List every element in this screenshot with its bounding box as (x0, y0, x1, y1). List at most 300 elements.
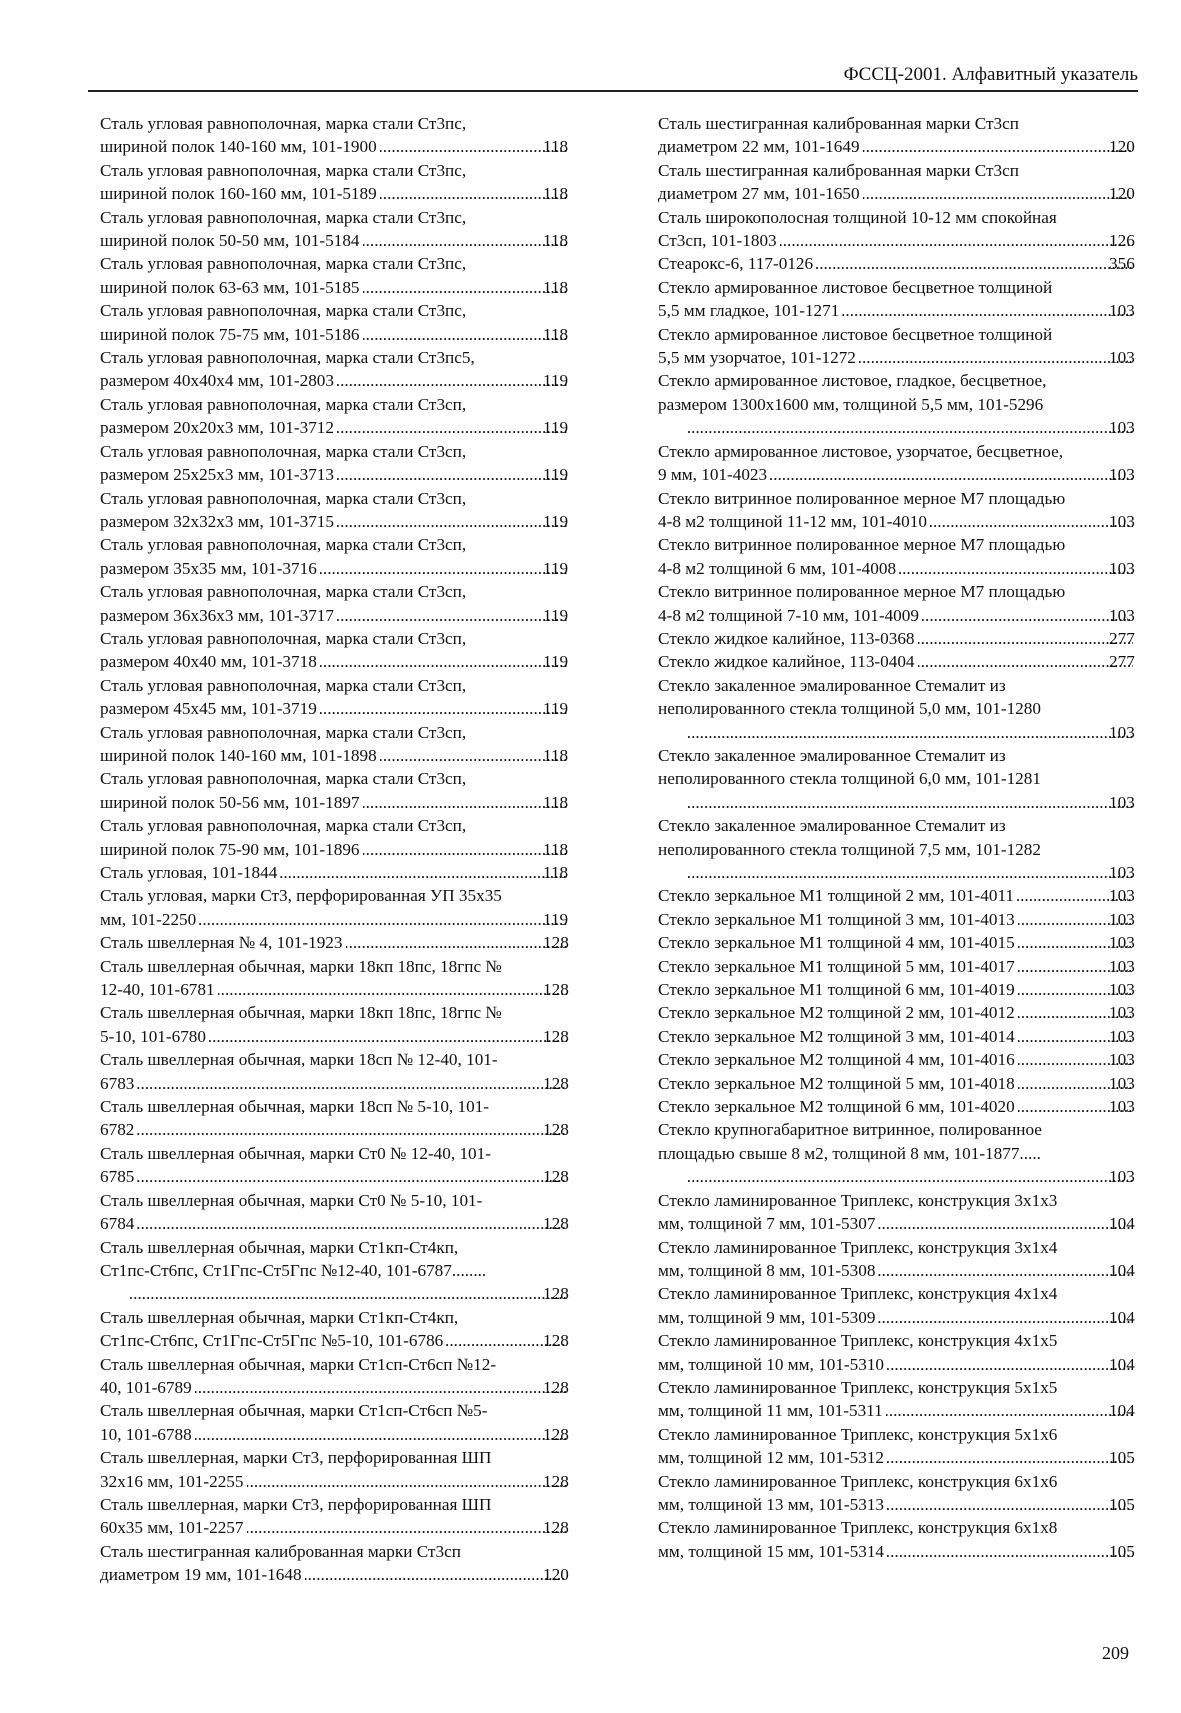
entry-last-line: Стеарокс-6, 117-0126 ..... 356 (685, 252, 1136, 275)
entry-text-line: Сталь шестигранная калиброванная марки Ст3сп (100, 1541, 461, 1561)
index-entry (100, 346, 570, 393)
index-entry (100, 112, 570, 159)
entry-last-line: размером 20х20х3 мм, 101-3712 ..... 119 (127, 416, 570, 439)
entry-last-line: шириной полок 75-75 мм, 101-5186 ..... 118 (127, 323, 570, 346)
dot-leader (878, 1306, 1133, 1329)
entry-last-line: Стекло зеркальное М1 толщиной 3 мм, 101-4013 ..... 103 (685, 908, 1136, 931)
dot-leader (859, 346, 1133, 369)
entry-last-line: 5-10, 101-6780 ..... 128 (127, 1025, 570, 1048)
entry-last-line: шириной полок 50-50 мм, 101-5184 ..... 118 (127, 229, 570, 252)
entry-last-line: мм, 101-2250 ..... 119 (127, 908, 570, 931)
entry-text-line: 32х16 мм, 101-2255 (100, 1471, 244, 1491)
dot-leader (363, 229, 567, 252)
index-entry (658, 674, 1136, 744)
entry-text-line: неполированного стекла толщиной 7,5 мм, 101-1282 (658, 839, 1041, 859)
entry-text-line: Стекло ламинированное Триплекс, конструкция 6х1х6 (658, 1471, 1058, 1491)
entry-text-line: Сталь швеллерная обычная, марки Ст1кп-Ст4кп, (100, 1307, 459, 1327)
index-entry (658, 744, 1136, 814)
dot-leader (380, 744, 567, 767)
entry-text-line: Ст1пс-Ст6пс, Ст1Гпс-Ст5Гпс №12-40, 101-6787........ (100, 1260, 487, 1280)
entry-text-line: Стекло закаленное эмалированное Стемалит из (658, 816, 1006, 836)
entry-text-line: шириной полок 63-63 мм, 101-5185 (100, 277, 360, 297)
entry-text-line: Сталь швеллерная, марки Ст3, перфорированная ШП (100, 1494, 492, 1514)
entry-text-line: размером 1300х1600 мм, толщиной 5,5 мм, 101-5296 (658, 394, 1044, 414)
entry-text-line: Стекло армированное листовое бесцветное толщиной (658, 324, 1053, 344)
entry-text-line: Стекло зеркальное М1 толщиной 6 мм, 101-4019 (658, 980, 1015, 1000)
entry-last-line: ..... 128 (127, 1282, 570, 1305)
dot-leader (918, 650, 1133, 673)
entry-text-line: Стекло зеркальное М1 толщиной 2 мм, 101-4011 (658, 886, 1015, 906)
entry-text-line: Стеарокс-6, 117-0126 (658, 254, 814, 274)
dot-leader (280, 861, 567, 884)
index-entry (658, 369, 1136, 439)
dot-leader (320, 650, 567, 673)
entry-last-line: 4-8 м2 толщиной 6 мм, 101-4008 ..... 103 (685, 557, 1136, 580)
entry-text-line: Сталь швеллерная обычная, марки 18сп № 12-40, 101- (100, 1050, 498, 1070)
entry-text-line: Стекло закаленное эмалированное Стемалит из (658, 745, 1006, 765)
entry-text-line: Сталь швеллерная обычная, марки Ст1сп-Ст6сп №12- (100, 1354, 497, 1374)
entry-text-line: шириной полок 140-160 мм, 101-1900 (100, 137, 377, 157)
entry-last-line: Стекло зеркальное М1 толщиной 2 мм, 101-4011 ..... 103 (685, 884, 1136, 907)
dot-leader (878, 1259, 1133, 1282)
entry-text-line: 6783 (100, 1073, 135, 1093)
entry-text-line: Сталь угловая равнополочная, марка стали Ст3сп, (100, 488, 467, 508)
entry-text-line: 6784 (100, 1214, 135, 1234)
entry-last-line: Стекло зеркальное М2 толщиной 4 мм, 101-4016 ..... 103 (685, 1048, 1136, 1071)
entry-text-line: 4-8 м2 толщиной 6 мм, 101-4008 (658, 558, 897, 578)
entry-text-line: Сталь угловая равнополочная, марка стали Ст3сп, (100, 394, 467, 414)
entry-last-line: Стекло зеркальное М1 толщиной 5 мм, 101-4017 ..... 103 (685, 955, 1136, 978)
entry-last-line: 9 мм, 101-4023 ..... 103 (685, 463, 1136, 486)
entry-text-line: Сталь швеллерная обычная, марки Ст0 № 12-40, 101- (100, 1143, 491, 1163)
entry-last-line: мм, толщиной 8 мм, 101-5308 ..... 104 (685, 1259, 1136, 1282)
entry-text-line: размером 40х40х4 мм, 101-2803 (100, 371, 334, 391)
entry-text-line: шириной полок 75-90 мм, 101-1896 (100, 839, 360, 859)
index-entry (658, 323, 1136, 370)
index-entry (100, 159, 570, 206)
entry-text-line: Стекло зеркальное М2 толщиной 5 мм, 101-4018 (658, 1073, 1015, 1093)
entry-last-line: шириной полок 75-90 мм, 101-1896 ..... 118 (127, 838, 570, 861)
entry-text-line: Сталь швеллерная обычная, марки 18сп № 5-10, 101- (100, 1097, 490, 1117)
entry-text-line: Сталь швеллерная обычная, марки Ст1кп-Ст4кп, (100, 1237, 459, 1257)
entry-last-line: Сталь угловая, 101-1844 ..... 118 (127, 861, 570, 884)
entry-text-line: Стекло ламинированное Триплекс, конструкция 3х1х3 (658, 1190, 1058, 1210)
dot-leader (922, 604, 1133, 627)
dot-leader (816, 252, 1133, 275)
entry-last-line: 40, 101-6789 ..... 128 (127, 1376, 570, 1399)
entry-text-line: шириной полок 50-50 мм, 101-5184 (100, 231, 360, 251)
entry-text-line: Стекло армированное листовое бесцветное толщиной (658, 277, 1053, 297)
index-entry (100, 252, 570, 299)
index-entry (658, 1236, 1136, 1283)
index-entry (100, 487, 570, 534)
entry-text-line: 4-8 м2 толщиной 7-10 мм, 101-4009 (658, 605, 919, 625)
entry-last-line: размером 25х25х3 мм, 101-3713 ..... 119 (127, 463, 570, 486)
entry-last-line: мм, толщиной 10 мм, 101-5310 ..... 104 (685, 1353, 1136, 1376)
index-entry (658, 955, 1136, 978)
entry-text-line: неполированного стекла толщиной 6,0 мм, 101-1281 (658, 769, 1041, 789)
index-entry (100, 1493, 570, 1540)
dot-leader (363, 791, 567, 814)
entry-text-line: 4-8 м2 толщиной 11-12 мм, 101-4010 (658, 511, 927, 531)
entry-last-line: мм, толщиной 15 мм, 101-5314 ..... 105 (685, 1540, 1136, 1563)
entry-text-line: мм, толщиной 7 мм, 101-5307 (658, 1214, 876, 1234)
dot-leader (346, 931, 568, 954)
entry-last-line: ..... 103 (685, 1165, 1136, 1188)
index-entry (658, 252, 1136, 275)
entry-text-line: Сталь угловая равнополочная, марка стали Ст3пс5, (100, 348, 475, 368)
index-entry (100, 1048, 570, 1095)
entry-text-line: 6782 (100, 1120, 135, 1140)
entry-text-line: 60х35 мм, 101-2257 (100, 1518, 244, 1538)
index-entry (100, 721, 570, 768)
dot-leader (380, 135, 567, 158)
entry-text-line: Сталь шестигранная калиброванная марки Ст3сп (658, 114, 1019, 133)
index-entry (100, 1306, 570, 1353)
dot-leader (137, 1118, 567, 1141)
entry-last-line: 6784 ..... 128 (127, 1212, 570, 1235)
entry-text-line: Стекло армированное листовое, узорчатое, бесцветное, (658, 441, 1064, 461)
entry-last-line: 6782 ..... 128 (127, 1118, 570, 1141)
entry-last-line: 6785 ..... 128 (127, 1165, 570, 1188)
entry-last-line: размером 40х40 мм, 101-3718 ..... 119 (127, 650, 570, 673)
index-entry (100, 440, 570, 487)
index-entry (658, 1423, 1136, 1470)
entry-last-line: 60х35 мм, 101-2257 ..... 128 (127, 1516, 570, 1539)
entry-text-line: Стекло ламинированное Триплекс, конструкция 4х1х4 (658, 1284, 1058, 1304)
dot-leader (878, 1212, 1133, 1235)
entry-text-line: Сталь угловая равнополочная, марка стали Ст3пс, (100, 254, 467, 274)
entry-last-line: шириной полок 50-56 мм, 101-1897 ..... 118 (127, 791, 570, 814)
entry-text-line: Стекло закаленное эмалированное Стемалит из (658, 675, 1006, 695)
entry-text-line: Сталь угловая равнополочная, марка стали Ст3сп, (100, 675, 467, 695)
index-entry (100, 1142, 570, 1189)
entry-text-line: шириной полок 50-56 мм, 101-1897 (100, 792, 360, 812)
header-title: ФССЦ-2001. Алфавитный указатель (843, 64, 1138, 85)
entry-text-line: мм, толщиной 11 мм, 101-5311 (658, 1401, 883, 1421)
dot-leader (209, 1025, 567, 1048)
dot-leader (688, 861, 1133, 884)
index-entry (658, 112, 1136, 159)
entry-text-line: Сталь швеллерная № 4, 101-1923 (100, 933, 343, 953)
entry-text-line: Сталь угловая равнополочная, марка стали Ст3сп, (100, 769, 467, 789)
dot-leader (863, 135, 1133, 158)
entry-text-line: Сталь угловая равнополочная, марка стали Ст3пс, (100, 160, 467, 180)
index-entry (658, 159, 1136, 206)
dot-leader (899, 557, 1133, 580)
dot-leader (918, 627, 1133, 650)
index-entry (100, 814, 570, 861)
entry-last-line: Стекло зеркальное М2 толщиной 2 мм, 101-4012 ..... 103 (685, 1001, 1136, 1024)
entry-last-line: мм, толщиной 7 мм, 101-5307 ..... 104 (685, 1212, 1136, 1235)
entry-text-line: размером 36х36х3 мм, 101-3717 (100, 605, 334, 625)
index-entry (658, 1025, 1136, 1048)
entry-text-line: размером 35х35 мм, 101-3716 (100, 558, 317, 578)
entry-text-line: Сталь швеллерная обычная, марки 18кп 18пс, 18гпс № (100, 956, 502, 976)
dot-leader (199, 908, 567, 931)
entry-text-line: Сталь угловая равнополочная, марка стали Ст3сп, (100, 722, 467, 742)
dot-leader (688, 791, 1133, 814)
index-entry (658, 1095, 1136, 1118)
entry-text-line: Сталь швеллерная обычная, марки 18кп 18пс, 18гпс № (100, 1003, 502, 1023)
index-entry (658, 1516, 1136, 1563)
dot-leader (886, 1399, 1133, 1422)
entry-last-line: 6783 ..... 128 (127, 1072, 570, 1095)
entry-last-line: 5,5 мм гладкое, 101-1271 ..... 103 (685, 299, 1136, 322)
dot-leader (780, 229, 1133, 252)
index-entry (658, 580, 1136, 627)
index-entry (658, 908, 1136, 931)
index-entry (100, 1399, 570, 1446)
entry-last-line: Стекло зеркальное М1 толщиной 4 мм, 101-4015 ..... 103 (685, 931, 1136, 954)
index-entry (100, 674, 570, 721)
entry-text-line: Стекло жидкое калийное, 113-0368 (658, 628, 915, 648)
entry-text-line: Сталь угловая равнополочная, марка стали Ст3пс, (100, 301, 467, 321)
index-entry (658, 1001, 1136, 1024)
index-entry (100, 861, 570, 884)
entry-last-line: ..... 103 (685, 791, 1136, 814)
index-entry (658, 1048, 1136, 1071)
entry-text-line: Стекло витринное полированное мерное М7 площадью (658, 488, 1066, 508)
index-entry (100, 767, 570, 814)
entry-last-line: диаметром 22 мм, 101-1649 ..... 120 (685, 135, 1136, 158)
entry-text-line: Стекло жидкое калийное, 113-0404 (658, 652, 915, 672)
entry-text-line: мм, толщиной 13 мм, 101-5313 (658, 1494, 885, 1514)
index-entry (100, 931, 570, 954)
dot-leader (337, 604, 567, 627)
entry-text-line: шириной полок 140-160 мм, 101-1898 (100, 745, 377, 765)
dot-leader (380, 182, 567, 205)
entry-text-line: Сталь широкополосная толщиной 10-12 мм спокойная (658, 207, 1057, 227)
entry-last-line: 32х16 мм, 101-2255 ..... 128 (127, 1470, 570, 1493)
index-entry (100, 580, 570, 627)
entry-text-line: Стекло зеркальное М2 толщиной 4 мм, 101-4016 (658, 1050, 1015, 1070)
entry-text-line: мм, толщиной 15 мм, 101-5314 (658, 1541, 885, 1561)
dot-leader (130, 1282, 567, 1305)
dot-leader (930, 510, 1133, 533)
index-entry (100, 533, 570, 580)
entry-text-line: Ст3сп, 101-1803 (658, 231, 777, 251)
index-entry (100, 1095, 570, 1142)
index-entry (658, 931, 1136, 954)
entry-last-line: размером 36х36х3 мм, 101-3717 ..... 119 (127, 604, 570, 627)
entry-last-line: размером 32х32х3 мм, 101-3715 ..... 119 (127, 510, 570, 533)
entry-last-line: 10, 101-6788 ..... 128 (127, 1423, 570, 1446)
dot-leader (337, 463, 567, 486)
entry-text-line: Стекло витринное полированное мерное М7 площадью (658, 582, 1066, 602)
dot-leader (320, 557, 567, 580)
index-column-left (100, 112, 570, 1587)
dot-leader (137, 1212, 567, 1235)
index-entry (100, 1189, 570, 1236)
index-entry (658, 1470, 1136, 1517)
entry-text-line: Стекло зеркальное М2 толщиной 6 мм, 101-4020 (658, 1097, 1015, 1117)
dot-leader (887, 1493, 1133, 1516)
entry-text-line: мм, толщиной 10 мм, 101-5310 (658, 1354, 885, 1374)
entry-text-line: диаметром 19 мм, 101-1648 (100, 1565, 302, 1585)
dot-leader (137, 1165, 567, 1188)
entry-last-line: Стекло жидкое калийное, 113-0368 ..... 277 (685, 627, 1136, 650)
dot-leader (247, 1470, 568, 1493)
entry-text-line: Сталь швеллерная обычная, марки Ст1сп-Ст6сп №5- (100, 1401, 488, 1421)
entry-last-line: Стекло зеркальное М1 толщиной 6 мм, 101-4019 ..... 103 (685, 978, 1136, 1001)
entry-text-line: Стекло ламинированное Триплекс, конструкция 4х1х5 (658, 1331, 1058, 1351)
entry-text-line: Сталь швеллерная, марки Ст3, перфорированная ШП (100, 1448, 492, 1468)
index-entry (100, 1446, 570, 1493)
dot-leader (337, 510, 567, 533)
dot-leader (770, 463, 1133, 486)
entry-text-line: Ст1пс-Ст6пс, Ст1Гпс-Ст5Гпс №5-10, 101-6786 (100, 1331, 444, 1351)
entry-text-line: Стекло крупногабаритное витринное, полированное (658, 1120, 1042, 1140)
entry-last-line: 12-40, 101-6781 ..... 128 (127, 978, 570, 1001)
entry-last-line: мм, толщиной 11 мм, 101-5311 ..... 104 (685, 1399, 1136, 1422)
entry-text-line: Стекло зеркальное М2 толщиной 2 мм, 101-4012 (658, 1003, 1015, 1023)
entry-last-line: Стекло зеркальное М2 толщиной 3 мм, 101-4014 ..... 103 (685, 1025, 1136, 1048)
entry-text-line: Сталь угловая равнополочная, марка стали Ст3сп, (100, 582, 467, 602)
index-entry (100, 206, 570, 253)
dot-leader (887, 1446, 1133, 1469)
entry-text-line: размером 32х32х3 мм, 101-3715 (100, 511, 334, 531)
entry-last-line: мм, толщиной 9 мм, 101-5309 ..... 104 (685, 1306, 1136, 1329)
entry-last-line: размером 40х40х4 мм, 101-2803 ..... 119 (127, 369, 570, 392)
entry-text-line: Стекло ламинированное Триплекс, конструкция 5х1х6 (658, 1424, 1058, 1444)
entry-text-line: Сталь угловая, марки Ст3, перфорированная УП 35х35 (100, 886, 502, 906)
entry-last-line: шириной полок 160-160 мм, 101-5189 ..... 118 (127, 182, 570, 205)
dot-leader (218, 978, 567, 1001)
entry-last-line: 4-8 м2 толщиной 11-12 мм, 101-4010 ..... 103 (685, 510, 1136, 533)
entry-text-line: Сталь угловая равнополочная, марка стали Ст3сп, (100, 628, 467, 648)
index-entry (658, 206, 1136, 253)
entry-text-line: диаметром 27 мм, 101-1650 (658, 184, 860, 204)
dot-leader (887, 1353, 1133, 1376)
entry-last-line: диаметром 27 мм, 101-1650 ..... 120 (685, 182, 1136, 205)
entry-last-line: Стекло зеркальное М2 толщиной 6 мм, 101-4020 ..... 103 (685, 1095, 1136, 1118)
entry-last-line: шириной полок 140-160 мм, 101-1900 ..... 118 (127, 135, 570, 158)
entry-last-line: 5,5 мм узорчатое, 101-1272 ..... 103 (685, 346, 1136, 369)
entry-text-line: Стекло ламинированное Триплекс, конструкция 3х1х4 (658, 1237, 1058, 1257)
entry-text-line: Стекло армированное листовое, гладкое, бесцветное, (658, 371, 1047, 391)
index-entry (100, 299, 570, 346)
dot-leader (863, 182, 1133, 205)
entry-text-line: Стекло зеркальное М1 толщиной 3 мм, 101-4013 (658, 909, 1015, 929)
index-entry (658, 884, 1136, 907)
entry-text-line: мм, толщиной 9 мм, 101-5309 (658, 1307, 876, 1327)
index-entry (658, 533, 1136, 580)
entry-text-line: Сталь угловая равнополочная, марка стали Ст3пс, (100, 114, 467, 133)
entry-text-line: Стекло ламинированное Триплекс, конструкция 6х1х8 (658, 1518, 1058, 1538)
entry-last-line: Сталь швеллерная № 4, 101-1923 ..... 128 (127, 931, 570, 954)
entry-text-line: Стекло зеркальное М1 толщиной 5 мм, 101-4017 (658, 956, 1015, 976)
index-entry (658, 487, 1136, 534)
index-entry (658, 1072, 1136, 1095)
entry-text-line: Сталь швеллерная обычная, марки Ст0 № 5-10, 101- (100, 1190, 483, 1210)
index-entry (658, 276, 1136, 323)
page-number: 209 (1102, 1643, 1129, 1663)
entry-text-line: размером 40х40 мм, 101-3718 (100, 652, 317, 672)
index-entry (658, 814, 1136, 884)
entry-text-line: 9 мм, 101-4023 (658, 465, 768, 485)
entry-last-line: ..... 103 (685, 416, 1136, 439)
entry-text-line: размером 20х20х3 мм, 101-3712 (100, 418, 334, 438)
dot-leader (337, 416, 567, 439)
entry-last-line: Ст1пс-Ст6пс, Ст1Гпс-Ст5Гпс №5-10, 101-6786 ..... 128 (127, 1329, 570, 1352)
dot-leader (305, 1563, 567, 1586)
entry-text-line: шириной полок 75-75 мм, 101-5186 (100, 324, 360, 344)
entry-text-line: 5,5 мм узорчатое, 101-1272 (658, 348, 856, 368)
entry-text-line: площадью свыше 8 м2, толщиной 8 мм, 101-1877..... (658, 1143, 1041, 1163)
dot-leader (887, 1540, 1133, 1563)
index-entry (100, 955, 570, 1002)
index-entry (658, 1329, 1136, 1376)
running-header (88, 60, 1138, 92)
entry-text-line: неполированного стекла толщиной 5,0 мм, 101-1280 (658, 699, 1041, 719)
index-entry (100, 1001, 570, 1048)
entry-text-line: Сталь угловая равнополочная, марка стали Ст3сп, (100, 441, 467, 461)
entry-text-line: 10, 101-6788 (100, 1424, 192, 1444)
entry-text-line: шириной полок 160-160 мм, 101-5189 (100, 184, 377, 204)
index-entry (658, 1376, 1136, 1423)
dot-leader (688, 721, 1133, 744)
entry-text-line: 6785 (100, 1167, 135, 1187)
entry-text-line: диаметром 22 мм, 101-1649 (658, 137, 860, 157)
entry-last-line: мм, толщиной 13 мм, 101-5313 ..... 105 (685, 1493, 1136, 1516)
dot-leader (195, 1376, 567, 1399)
index-entry (100, 1353, 570, 1400)
dot-leader (688, 416, 1133, 439)
index-entry (100, 1540, 570, 1587)
dot-leader (363, 838, 567, 861)
entry-last-line: ..... 103 (685, 861, 1136, 884)
entry-text-line: мм, 101-2250 (100, 909, 197, 929)
entry-text-line: мм, толщиной 8 мм, 101-5308 (658, 1260, 876, 1280)
entry-text-line: Стекло ламинированное Триплекс, конструкция 5х1х5 (658, 1377, 1058, 1397)
entry-last-line: Стекло зеркальное М2 толщиной 5 мм, 101-4018 ..... 103 (685, 1072, 1136, 1095)
entry-text-line: Сталь угловая, 101-1844 (100, 863, 278, 882)
dot-leader (842, 299, 1133, 322)
entry-text-line: Стекло витринное полированное мерное М7 площадью (658, 535, 1066, 555)
index-entry (100, 627, 570, 674)
entry-last-line: ..... 103 (685, 721, 1136, 744)
index-entry (658, 650, 1136, 673)
entry-last-line: 4-8 м2 толщиной 7-10 мм, 101-4009 ..... 103 (685, 604, 1136, 627)
index-entry (658, 1118, 1136, 1188)
entry-last-line: размером 45х45 мм, 101-3719 ..... 119 (127, 697, 570, 720)
index-column-right (658, 112, 1136, 1563)
index-entry (658, 1189, 1136, 1236)
index-entry (658, 1282, 1136, 1329)
entry-text-line: мм, толщиной 12 мм, 101-5312 (658, 1448, 885, 1468)
entry-last-line: диаметром 19 мм, 101-1648 ..... 120 (127, 1563, 570, 1586)
entry-last-line: мм, толщиной 12 мм, 101-5312 ..... 105 (685, 1446, 1136, 1469)
entry-text-line: 40, 101-6789 (100, 1377, 192, 1397)
entry-text-line: Сталь угловая равнополочная, марка стали Ст3сп, (100, 535, 467, 555)
entry-text-line: 5-10, 101-6780 (100, 1026, 206, 1046)
entry-text-line: Стекло зеркальное М1 толщиной 4 мм, 101-4015 (658, 933, 1015, 953)
dot-leader (247, 1516, 568, 1539)
entry-text-line: 5,5 мм гладкое, 101-1271 (658, 301, 840, 321)
entry-text-line: размером 25х25х3 мм, 101-3713 (100, 465, 334, 485)
dot-leader (195, 1423, 567, 1446)
dot-leader (137, 1072, 567, 1095)
entry-text-line: размером 45х45 мм, 101-3719 (100, 699, 317, 719)
dot-leader (363, 276, 567, 299)
dot-leader (320, 697, 567, 720)
entry-last-line: размером 35х35 мм, 101-3716 ..... 119 (127, 557, 570, 580)
index-entry (100, 1236, 570, 1306)
entry-last-line: шириной полок 63-63 мм, 101-5185 ..... 118 (127, 276, 570, 299)
index-entry (100, 393, 570, 440)
dot-leader (688, 1165, 1133, 1188)
